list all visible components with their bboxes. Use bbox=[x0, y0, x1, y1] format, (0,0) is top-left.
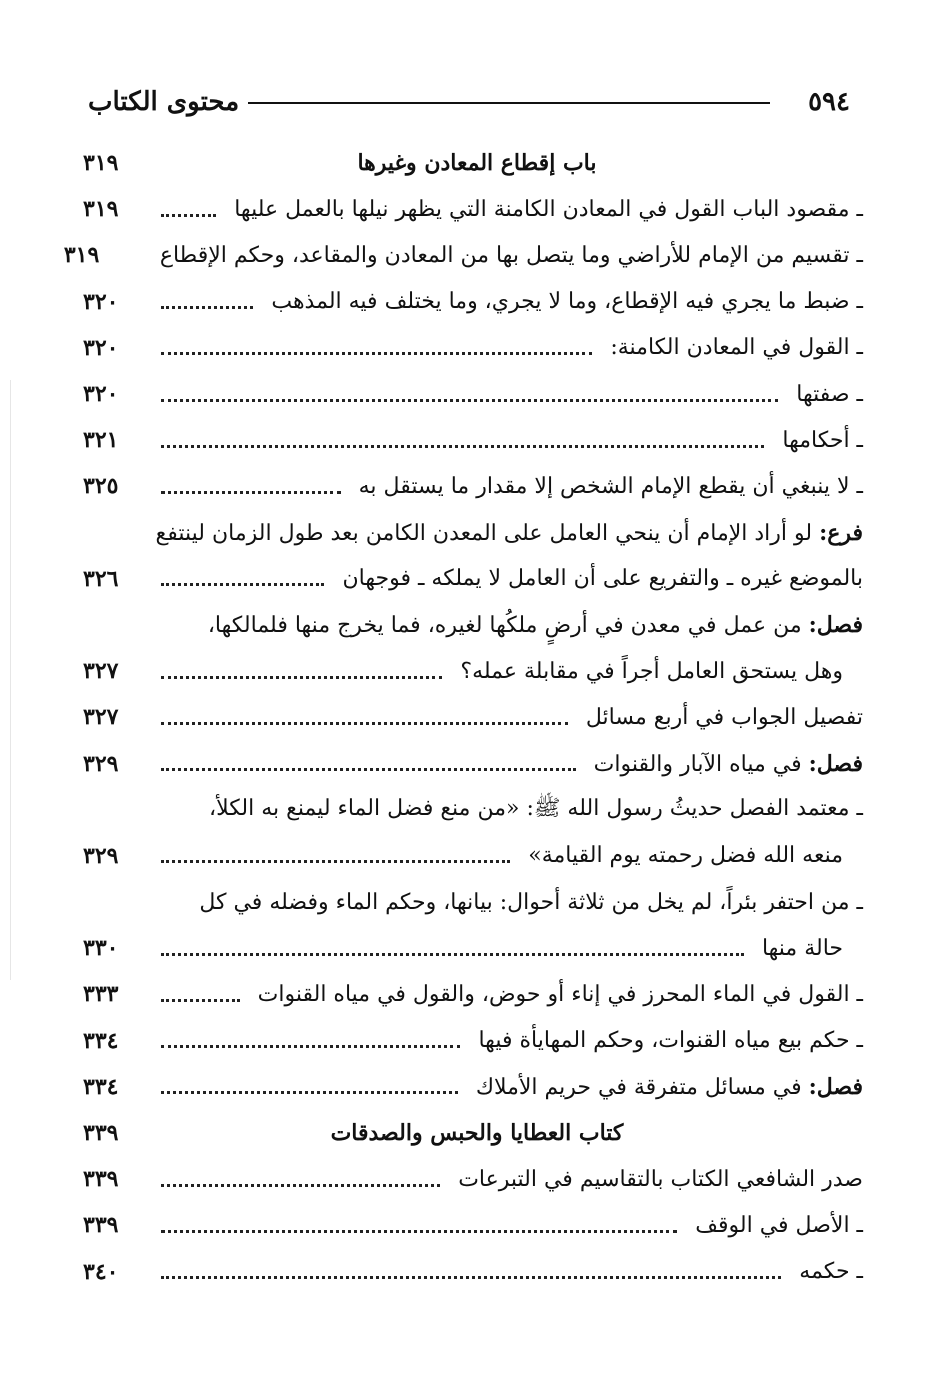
dot-leader bbox=[161, 445, 764, 448]
entry-text bbox=[754, 936, 863, 961]
dot-leader bbox=[161, 1045, 460, 1048]
entry-text bbox=[468, 1074, 863, 1100]
dot-leader bbox=[161, 1091, 458, 1094]
entry-text bbox=[450, 1167, 863, 1192]
toc-entry bbox=[83, 510, 863, 556]
entry-text bbox=[334, 566, 863, 591]
entry-page-number: ٣٣٠ bbox=[83, 935, 119, 962]
entry-page-number: ٣٣٤ bbox=[83, 1073, 119, 1100]
entry-body: ـ حكم بيع مياه القنوات، وحكم المهايأة فيها bbox=[478, 1028, 863, 1054]
toc-entry bbox=[83, 694, 863, 740]
entry-text bbox=[152, 243, 863, 268]
toc-entry bbox=[83, 371, 863, 417]
dot-leader bbox=[161, 1230, 677, 1233]
entry-page-number: ٣٢٩ bbox=[83, 750, 119, 777]
entry-page-number: ٣٢٦ bbox=[83, 565, 119, 592]
entry-page-number: ٣٣٩ bbox=[83, 1120, 119, 1147]
toc-entry bbox=[83, 925, 863, 971]
entry-body: ـ لا ينبغي أن يقطع الإمام الشخص إلا مقدار ما يستقل به bbox=[358, 473, 863, 499]
entry-body: ـ صفتها bbox=[796, 381, 863, 407]
entry-text bbox=[602, 335, 863, 360]
entry-text bbox=[191, 890, 863, 915]
entry-body: ـ أحكامها bbox=[782, 427, 863, 453]
dot-leader bbox=[161, 768, 576, 771]
entry-body: ـ تقسيم من الإمام للأراضي وما يتصل بها من المعادن والمقاعد، وحكم الإقطاع bbox=[159, 242, 863, 268]
entry-text bbox=[452, 659, 863, 684]
toc-heading bbox=[83, 140, 863, 186]
entry-label: فصل: bbox=[808, 611, 863, 638]
toc-entry bbox=[83, 463, 863, 509]
entry-page-number: ٣٤٠ bbox=[83, 1258, 119, 1285]
entry-body: من عمل في معدن في أرضٍ ملكُها لغيره، فما يخرج منها فلمالكها، bbox=[207, 612, 809, 638]
entry-label: فرع: bbox=[819, 519, 863, 546]
entry-text bbox=[586, 751, 863, 777]
entry-page-number: ٣٢٧ bbox=[83, 658, 119, 685]
dot-leader bbox=[161, 306, 253, 309]
toc-entry bbox=[83, 740, 863, 786]
entry-body: ـ من احتفر بئراً، لم يخل من ثلاثة أحوال: بيانها، وحكم الماء وفضله في كل bbox=[199, 889, 863, 915]
entry-page-number: ٣٣٩ bbox=[83, 1166, 119, 1193]
dot-leader bbox=[161, 999, 240, 1002]
entry-page-number: ٣١٩ bbox=[63, 242, 100, 269]
toc-entry bbox=[83, 1064, 863, 1110]
entry-text bbox=[143, 1120, 863, 1146]
page-number: ٥٩٤ bbox=[808, 87, 850, 117]
entry-text bbox=[200, 612, 863, 638]
entry-body: في مياه الآبار والقنوات bbox=[593, 751, 809, 777]
toc-entry bbox=[83, 325, 863, 371]
toc-entry bbox=[83, 417, 863, 463]
margin-line bbox=[10, 380, 11, 980]
entry-page-number: ٣١٩ bbox=[83, 196, 119, 223]
entry-body: تفصيل الجواب في أربع مسائل bbox=[585, 704, 863, 730]
toc-entry bbox=[83, 1249, 863, 1295]
entry-body: ـ حكمه bbox=[799, 1259, 863, 1285]
toc-entry bbox=[83, 879, 863, 925]
entry-body: كتاب العطايا والحبس والصدقات bbox=[330, 1120, 624, 1147]
entry-text bbox=[148, 520, 863, 546]
dot-leader bbox=[161, 1276, 781, 1279]
toc-entry bbox=[83, 787, 863, 833]
toc-entry bbox=[83, 1156, 863, 1202]
table-of-contents bbox=[63, 140, 863, 1295]
entry-body: لو أراد الإمام أن ينحي العامل على المعدن الكامن بعد طول الزمان لينتفع bbox=[155, 520, 820, 546]
dot-leader bbox=[161, 214, 216, 217]
dot-leader bbox=[161, 583, 324, 586]
entry-body: بالموضع غيره ـ والتفريع على أن العامل لا يملكه ـ فوجهان bbox=[342, 566, 863, 592]
entry-body: ـ الأصل في الوقف bbox=[695, 1212, 863, 1238]
toc-entry bbox=[83, 833, 863, 879]
entry-page-number: ٣٢٧ bbox=[83, 704, 119, 731]
entry-page-number: ٣٢٠ bbox=[83, 334, 119, 361]
entry-body: باب إقطاع المعادن وغيرها bbox=[357, 150, 597, 177]
toc-entry bbox=[83, 186, 863, 232]
entry-page-number: ٣٣٣ bbox=[83, 981, 119, 1008]
toc-entry bbox=[83, 648, 863, 694]
entry-text bbox=[250, 982, 863, 1007]
entry-body: في مسائل متفرقة في حريم الأملاك bbox=[475, 1074, 809, 1100]
dot-leader bbox=[161, 953, 744, 956]
entry-label: فصل: bbox=[808, 750, 863, 777]
page-header bbox=[88, 82, 850, 122]
running-title: محتوى الكتاب bbox=[88, 87, 240, 117]
entry-page-number: ٣٢٠ bbox=[83, 381, 119, 408]
entry-page-number: ٣١٩ bbox=[83, 150, 119, 177]
entry-body: منعه الله فضل رحمته يوم القيامة» bbox=[528, 843, 843, 869]
header-rule bbox=[248, 102, 770, 104]
entry-body: ـ معتمد الفصل حديثُ رسول الله ﷺ: «من منع فضل الماء ليمنع به الكلأ، bbox=[209, 795, 863, 821]
entry-body: ـ القول في المعادن الكامنة: bbox=[610, 335, 863, 361]
dot-leader bbox=[161, 860, 510, 863]
entry-body: وهل يستحق العامل أجراً في مقابلة عمله؟ bbox=[460, 658, 843, 684]
entry-text bbox=[578, 705, 863, 730]
entry-page-number: ٣٣٤ bbox=[83, 1027, 119, 1054]
entry-text bbox=[774, 428, 863, 453]
entry-page-number: ٣٢٠ bbox=[83, 288, 119, 315]
entry-page-number: ٣٣٩ bbox=[83, 1212, 119, 1239]
entry-text bbox=[351, 474, 863, 499]
dot-leader bbox=[161, 722, 568, 725]
entry-text bbox=[263, 289, 863, 314]
toc-entry bbox=[83, 556, 863, 602]
entry-text bbox=[788, 382, 863, 407]
entry-page-number: ٣٢١ bbox=[83, 427, 119, 454]
entry-text bbox=[791, 1259, 863, 1284]
toc-entry bbox=[83, 279, 863, 325]
dot-leader bbox=[161, 352, 592, 355]
entry-text bbox=[687, 1213, 863, 1238]
entry-body: صدر الشافعي الكتاب بالتقاسيم في التبرعات bbox=[458, 1166, 863, 1192]
entry-text bbox=[201, 794, 863, 826]
entry-text bbox=[470, 1028, 863, 1053]
entry-page-number: ٣٢٩ bbox=[83, 842, 119, 869]
entry-text bbox=[143, 150, 863, 176]
entry-body: ـ القول في الماء المحرز في إناء أو حوض، والقول في مياه القنوات bbox=[257, 981, 863, 1007]
entry-body: حالة منها bbox=[761, 935, 843, 961]
dot-leader bbox=[161, 491, 341, 494]
toc-entry bbox=[63, 232, 863, 278]
entry-body: ـ مقصود الباب القول في المعادن الكامنة التي يظهر نيلها بالعمل عليها bbox=[234, 196, 863, 222]
dot-leader bbox=[161, 399, 778, 402]
dot-leader bbox=[161, 1184, 440, 1187]
toc-entry bbox=[83, 602, 863, 648]
entry-text bbox=[226, 197, 863, 222]
entry-page-number: ٣٢٥ bbox=[83, 473, 119, 500]
entry-body: ـ ضبط ما يجري فيه الإقطاع، وما لا يجري، وما يختلف فيه المذهب bbox=[271, 289, 863, 315]
dot-leader bbox=[161, 676, 442, 679]
toc-heading bbox=[83, 1110, 863, 1156]
toc-entry bbox=[83, 1202, 863, 1248]
toc-entry bbox=[83, 1018, 863, 1064]
toc-entry bbox=[83, 971, 863, 1017]
entry-text bbox=[520, 843, 863, 868]
entry-label: فصل: bbox=[808, 1073, 863, 1100]
